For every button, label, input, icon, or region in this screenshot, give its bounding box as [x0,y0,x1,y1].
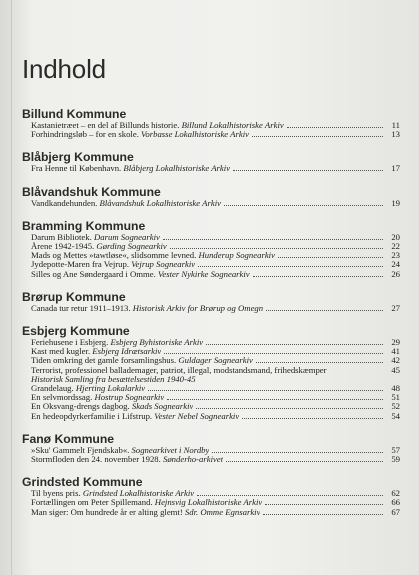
entry-source: Grindsted Lokalhistoriske Arkiv [82,489,195,499]
section-heading: Brørup Kommune [22,289,126,304]
entry-title [31,508,260,517]
section-heading: Billund Kommune [22,107,127,121]
toc-entry [22,446,400,455]
entry-text: Canada tur retur 1911–1913. [31,303,133,313]
entry-text: Vandkandehunden. [31,198,100,208]
section-heading: Bramming Kommune [22,218,146,233]
entry-title [31,338,203,347]
page-number: 66 [391,497,400,508]
toc-entry [22,164,400,173]
toc-entry [22,199,400,208]
section-heading: Blåvandshuk Kommune [22,184,161,199]
leader-dots [164,347,383,354]
entry-title [31,121,284,130]
toc-entry [22,498,400,507]
page-number: 22 [391,241,400,252]
page-number: 17 [391,163,400,174]
toc-entry [22,233,400,242]
toc-section [22,108,400,139]
entry-source: Vester Nebel Sognearkiv [154,411,240,421]
page-number: 41 [391,346,400,357]
entry-title [31,304,263,313]
entry-text: Jydepotte-Maren fra Vejrup. [31,260,132,270]
entry-text: En hedeopdyrkerfamilie i Lifstrup. [31,411,155,421]
entry-source: Skads Sognearkiv [131,402,194,412]
leader-dots [148,384,383,391]
toc-entry [22,508,400,517]
leader-dots [242,412,383,419]
page-number: 19 [391,197,400,208]
entry-title [31,375,196,384]
leader-dots [253,270,383,277]
section-heading: Fanø Kommune [22,431,115,446]
entry-title [31,233,160,242]
page-number: 67 [391,506,400,517]
toc-section [22,476,400,517]
entry-source: Sønderho-arkivet [162,455,224,465]
leader-dots [252,130,383,137]
leader-dots [265,498,383,505]
entry-title [31,498,262,507]
page-number: 52 [391,401,400,412]
section-heading: Grindsted Kommune [22,475,143,490]
entry-title [31,393,164,402]
entry-title [31,402,193,411]
page-number: 51 [391,392,400,403]
leader-dots [170,242,383,249]
toc-entry [22,251,400,260]
toc-section [22,291,400,313]
entry-text: Man siger: Om hundrede år er alting glemt! [31,507,185,517]
entry-title [31,489,194,498]
page-number: 24 [391,259,400,270]
entry-source: Gørding Sognearkiv [96,242,167,252]
page-number: 20 [391,231,400,242]
toc-entry [22,356,400,365]
page-number: 42 [391,355,400,366]
leader-dots [256,356,383,363]
toc-entry [22,455,400,464]
entry-text: Forhindringsløb – for en skole. [31,130,142,140]
entry-source: Darum Sognearkiv [93,232,160,242]
toc-entry [22,347,400,356]
toc-section [22,433,400,464]
entry-title [31,164,230,173]
page-number: 26 [391,268,400,279]
entry-text: Fortællingen om Peter Spillemand. [31,498,155,508]
entry-text: Stormfloden den 24. november 1928. [31,455,163,465]
page-number: 11 [391,120,400,130]
entry-text: Kast med kugler. [31,347,93,357]
page-title: Indhold [22,54,106,84]
page-number: 59 [391,454,400,465]
toc-entry [22,338,400,347]
entry-title [31,366,327,375]
page-number: 13 [391,129,400,140]
entry-title [31,412,239,421]
toc-section [22,220,400,279]
toc-entry [22,375,400,384]
page-number: 27 [391,302,400,313]
entry-source: Esbjerg Idrætsarkiv [92,347,162,357]
leader-dots [197,489,383,496]
entry-title [31,130,249,139]
entry-source: Hostrup Sognearkiv [94,393,165,403]
leader-dots [163,233,383,240]
entry-text: En Oksvang-drengs dagbog. [31,402,132,412]
page-number: 45 [391,364,400,375]
leader-dots [206,338,383,345]
entry-source: Vorbasse Lokalhistoriske Arkiv [141,130,249,140]
entry-title [31,446,209,455]
page-number: 23 [391,250,400,261]
page-number: 48 [391,383,400,394]
entry-title [31,242,167,251]
leader-dots [196,402,383,409]
entry-text: Tiden omkring det gamle forsamlingshus. [31,356,179,366]
page-number: 29 [391,337,400,348]
entry-text: En selvmordssag. [31,393,95,403]
toc-entry [22,489,400,498]
toc-entry [22,260,400,269]
entry-source: Esbjerg Byhistoriske Arkiv [110,338,204,348]
toc-section [22,325,400,421]
page-number: 57 [391,444,400,455]
entry-title [31,251,275,260]
leader-dots [198,260,383,267]
entry-text: Fra Henne til København. [31,164,124,174]
leader-dots [263,508,383,515]
entry-text: Grandelaug. [31,384,76,394]
entry-source: Vejrup Sognearkiv [131,260,196,270]
entry-text: Darum Bibliotek. [31,232,94,242]
toc-section [22,186,400,208]
entry-title [31,384,145,393]
toc-section [22,151,400,173]
entry-source: Historisk Arkiv for Brørup og Omegn [132,303,264,313]
entry-text: Årene 1942-1945. [31,242,97,252]
entry-source: Blåbjerg Lokalhistoriske Arkiv [123,164,231,174]
toc-entry [22,130,400,139]
page-number: 54 [391,410,400,421]
entry-title [31,455,223,464]
leader-dots [226,455,383,462]
leader-dots [224,199,383,206]
leader-dots [212,446,383,453]
entry-title [31,199,221,208]
leader-dots [233,164,383,171]
leader-dots [266,304,383,311]
entry-text: Til byens pris. [31,489,83,499]
entry-text: Feriehusene i Esbjerg. [31,338,111,348]
page-edge [11,0,12,575]
entry-title [31,356,253,365]
table-of-contents [22,108,400,524]
entry-source: Sognearkivet i Nordby [131,445,210,455]
entry-source: Hejnsvig Lokalhistoriske Arkiv [154,498,263,508]
entry-text: Kastanietræet – en del af Billunds historie. [31,121,182,130]
toc-entry [22,121,400,130]
toc-entry [22,242,400,251]
entry-source: Hunderup Sognearkiv [198,251,275,261]
leader-dots [167,393,383,400]
leader-dots [278,251,383,258]
section-heading: Blåbjerg Kommune [22,150,134,165]
toc-entry [22,402,400,411]
page-number: 62 [391,488,400,499]
entry-text: Terrorist, professionel ballademager, patriot, illegal, modstandsmand, frihedskæmper [31,365,327,375]
entry-source: Guldager Sognearkiv [178,356,253,366]
toc-entry [22,366,400,375]
entry-title [31,347,161,356]
entry-source: Sdr. Omme Egnsarkiv [184,507,261,517]
toc-entry [22,304,400,313]
leader-dots [287,121,383,128]
entry-source: Historisk Samling fra besættelsestiden 1940-45 [31,374,196,384]
entry-text: Mads og Mettes »tawtløse«, slidsomme levned. [31,251,199,261]
entry-source: Billund Lokalhistoriske Arkiv [181,121,284,130]
toc-entry [22,270,400,279]
toc-entry [22,393,400,402]
entry-title [31,270,250,279]
section-heading: Esbjerg Kommune [22,324,130,339]
toc-entry [22,412,400,421]
entry-text: Silles og Ane Søndergaard i Omme. [31,269,158,279]
entry-title [31,260,195,269]
toc-entry [22,384,400,393]
entry-text: »Sku' Gammelt Fjendskab«. [31,445,132,455]
entry-source: Vester Nykirke Sognearkiv [158,269,250,279]
entry-source: Blåvandshuk Lokalhistoriske Arkiv [99,198,221,208]
leader-dots [330,367,383,373]
entry-source: Hjerting Lokalarkiv [75,384,146,394]
